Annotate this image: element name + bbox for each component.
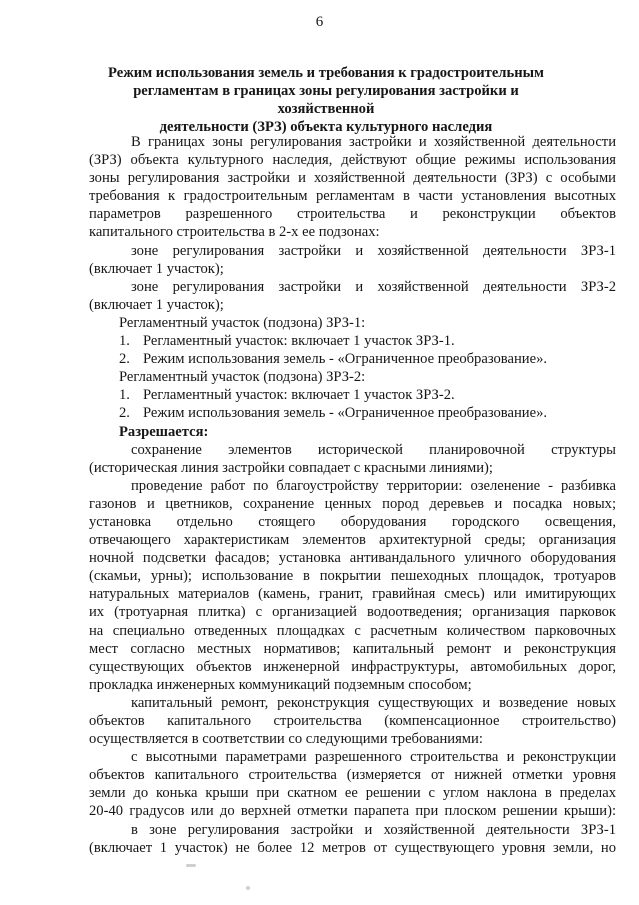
text-line: зоне регулирования застройки и хозяйственной деятельности ЗРЗ-1 [131,242,616,259]
text-line: мест согласно местных нормативов; капитальный ремонт и реконструкция [89,640,616,657]
text-line: на специально отведенных площадках с расчетным количеством парковочных [89,622,616,639]
text-line: натуральных материалов (камень, гранит, гравийная смесь) или имитирующих [89,586,616,603]
list-item [89,404,616,422]
list-number: 1. [119,387,130,404]
text-line: в зоне регулирования застройки и хозяйственной деятельности ЗРЗ-1 [131,821,616,838]
text-line: В границах зоны регулирования застройки и хозяйственной деятельности [131,134,616,150]
subzone-heading: Регламентный участок (подзона) ЗРЗ-1: [119,314,366,331]
text-line: (включает 1 участок); [89,296,224,313]
text-line: (ЗРЗ) объекта культурного наследия, действуют общие режимы использования [89,152,616,169]
text-line: установка отдельно стоящего оборудования городского освещения, [89,513,616,530]
text-line: с высотными параметрами разрешенного строительства и реконструкции [131,749,616,766]
list-number: 2. [119,351,130,368]
text-line: объектов капитального строительства (измеряется от нижней отметки уровня [89,767,616,784]
text-line: параметров разрешенного строительства и реконструкции объектов [89,206,616,223]
text-line: прокладка инженерных коммуникаций подземным способом; [89,676,472,693]
section-title [90,64,562,136]
text-line: капитального строительства в 2-х ее подзонах: [89,224,380,241]
text-line: их (тротуарная плитка) с организацией водоотведения; организация парковок [89,604,616,621]
title-line: регламентам в границах зоны регулирования застройки и хозяйственной [133,83,519,117]
list-item-text: Регламентный участок: включает 1 участок ЗРЗ-2. [143,387,455,404]
text-line: земли до конька крыши при скатном ее решении с углом наклона в пределах [89,785,616,802]
text-line: существующих объектов инженерной инфраструктуры, автомобильных дорог, [89,658,616,675]
title-line: деятельности (ЗРЗ) объекта культурного наследия [159,119,493,135]
text-line: зоны регулирования застройки и хозяйственной деятельности (ЗРЗ) с особыми [89,170,616,187]
allowed-heading: Разрешается: [119,423,209,440]
document-body [89,133,616,857]
text-line: осуществляется в соответствии со следующими требованиями: [89,731,483,748]
text-line: газонов и цветников, сохранение ценных пород деревьев и посадка новых; [89,495,616,512]
text-line: ночной подсветки фасадов; установка антивандального уличного оборудования [89,550,616,567]
text-line: (скамьи, урны); использование в покрытии пешеходных площадок, тротуаров [89,568,616,585]
list-number: 1. [119,333,130,350]
list-item [89,350,616,368]
list-number: 2. [119,405,130,422]
list-item-text: Режим использования земель - «Ограниченное преобразование». [143,405,548,422]
scan-artifact [246,886,250,890]
text-line: требования к градостроительным регламентам в части установления высотных [89,188,616,205]
text-line: объектов капитального строительства (компенсационное строительство) [89,713,616,729]
subzone-heading: Регламентный участок (подзона) ЗРЗ-2: [119,369,366,386]
list-item [89,386,616,404]
text-line: капитальный ремонт, реконструкция существующих и возведение новых [131,694,616,711]
list-item-text: Режим использования земель - «Ограниченное преобразование». [143,351,548,368]
scan-artifact [186,864,196,867]
list-item [89,332,616,350]
text-line: сохранение элементов исторической планировочной структуры [131,441,616,458]
title-line: Режим использования земель и требования к градостроительным [108,65,544,81]
text-line: проведение работ по благоустройству территории: озеленение - разбивка [131,477,616,494]
text-line: (включает 1 участок); [89,260,224,277]
text-line: зоне регулирования застройки и хозяйственной деятельности ЗРЗ-2 [131,278,616,295]
text-line: (включает 1 участок) не более 12 метров от существующего уровня земли, но [89,839,616,856]
text-line: (историческая линия застройки совпадает с красными линиями); [89,459,493,476]
text-line: отвечающего характеристикам элементов архитектурной среды; организация [89,532,616,549]
list-item-text: Регламентный участок: включает 1 участок ЗРЗ-1. [143,333,455,350]
page-number: 6 [315,14,324,30]
text-line: 20-40 градусов или до верхней отметки парапета при плоском решении крыши): [89,803,616,820]
